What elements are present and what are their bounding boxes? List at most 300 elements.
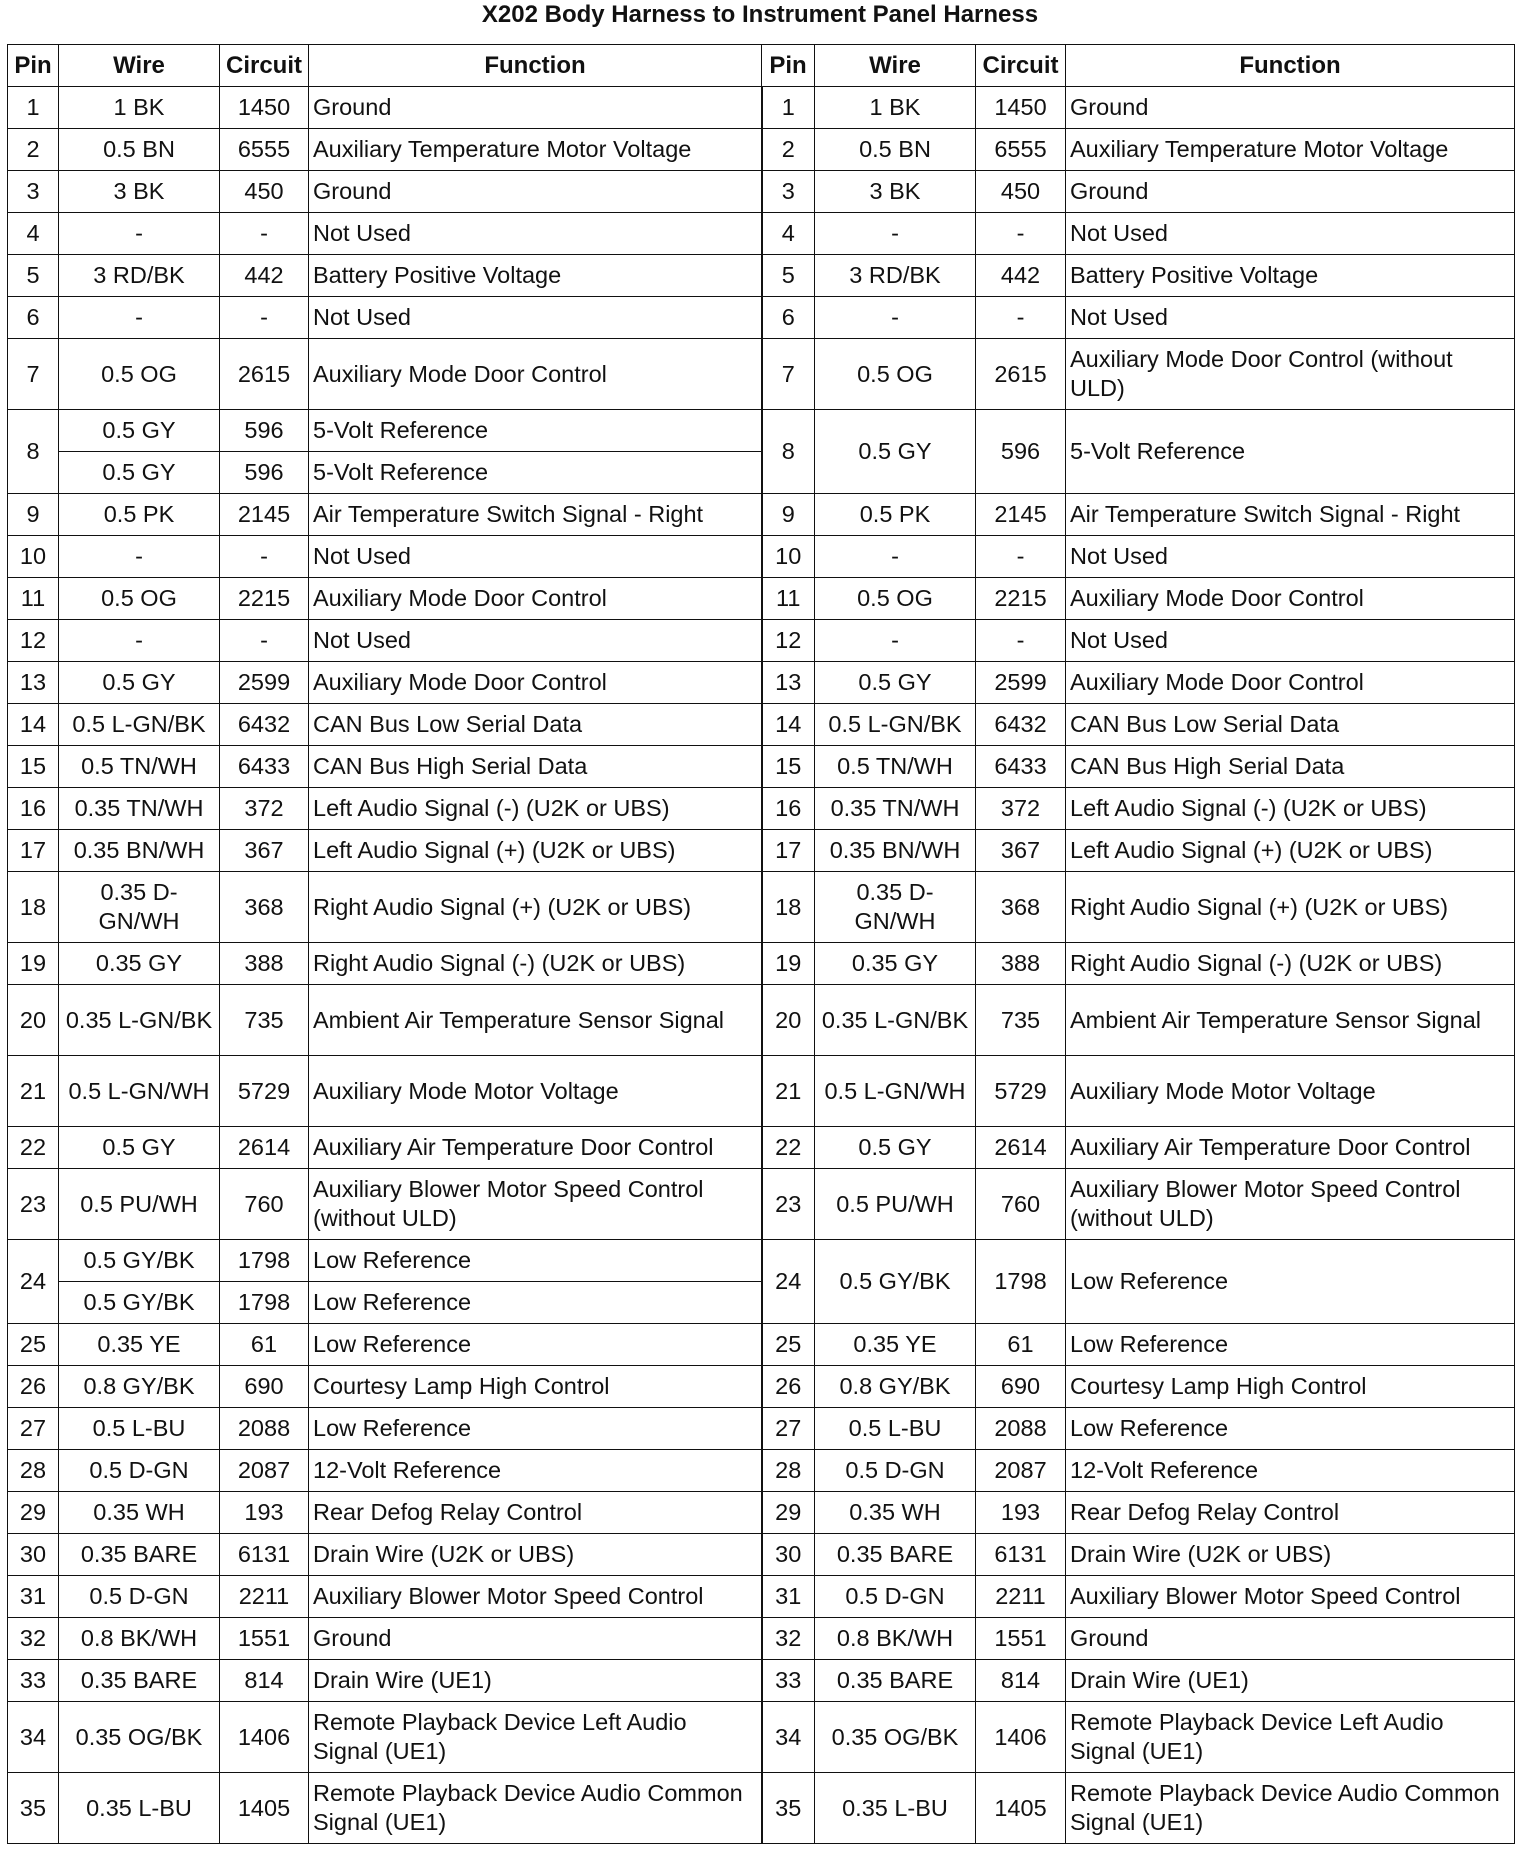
right-function-cell: Not Used [1066, 297, 1515, 339]
right-wire-cell: - [815, 620, 976, 662]
right-function-cell: Courtesy Lamp High Control [1066, 1366, 1515, 1408]
right-circuit-cell: 1406 [976, 1702, 1066, 1773]
table-row [8, 830, 1515, 872]
left-pin-cell: 34 [8, 1702, 59, 1773]
left-function-cell: 5-Volt Reference [309, 452, 762, 494]
right-function-cell: Low Reference [1066, 1240, 1515, 1324]
right-circuit-cell: 1405 [976, 1773, 1066, 1844]
left-pin-cell: 7 [8, 339, 59, 410]
right-pin-cell: 8 [762, 410, 815, 494]
left-function-cell: Auxiliary Air Temperature Door Control [309, 1127, 762, 1169]
left-function-cell: Courtesy Lamp High Control [309, 1366, 762, 1408]
left-wire-cell: 0.35 GY [59, 943, 220, 985]
left-circuit-cell: 2088 [220, 1408, 309, 1450]
header-circuit: Circuit [976, 45, 1066, 87]
left-wire-cell: 0.5 GY/BK [59, 1282, 220, 1324]
right-wire-cell: 0.5 BN [815, 129, 976, 171]
left-circuit-cell: 2215 [220, 578, 309, 620]
right-wire-cell: 0.5 PU/WH [815, 1169, 976, 1240]
left-function-cell: Left Audio Signal (-) (U2K or UBS) [309, 788, 762, 830]
left-pin-cell: 18 [8, 872, 59, 943]
right-pin-cell: 10 [762, 536, 815, 578]
table-row [8, 872, 1515, 943]
left-pin-cell: 32 [8, 1618, 59, 1660]
table-row [8, 1773, 1515, 1844]
right-pin-cell: 6 [762, 297, 815, 339]
left-wire-cell: 0.35 BARE [59, 1660, 220, 1702]
right-pin-cell: 14 [762, 704, 815, 746]
right-function-cell: CAN Bus Low Serial Data [1066, 704, 1515, 746]
right-wire-cell: 0.35 BN/WH [815, 830, 976, 872]
left-circuit-cell: - [220, 297, 309, 339]
left-function-cell: Ground [309, 1618, 762, 1660]
left-function-cell: Ambient Air Temperature Sensor Signal [309, 985, 762, 1056]
right-circuit-cell: 372 [976, 788, 1066, 830]
left-circuit-cell: 1405 [220, 1773, 309, 1844]
right-function-cell: Ground [1066, 87, 1515, 129]
left-wire-cell: 0.8 BK/WH [59, 1618, 220, 1660]
left-circuit-cell: 1406 [220, 1702, 309, 1773]
left-circuit-cell: 6432 [220, 704, 309, 746]
table-body [8, 87, 1515, 1844]
left-circuit-cell: 1450 [220, 87, 309, 129]
table-row [8, 297, 1515, 339]
header-row [8, 45, 1515, 87]
table-row [8, 129, 1515, 171]
right-circuit-cell: 61 [976, 1324, 1066, 1366]
right-function-cell: Left Audio Signal (-) (U2K or UBS) [1066, 788, 1515, 830]
table-row [8, 1576, 1515, 1618]
right-circuit-cell: 760 [976, 1169, 1066, 1240]
right-function-cell: Auxiliary Mode Door Control [1066, 662, 1515, 704]
right-wire-cell: 0.5 GY [815, 662, 976, 704]
left-wire-cell: 0.35 WH [59, 1492, 220, 1534]
right-function-cell: Drain Wire (UE1) [1066, 1660, 1515, 1702]
right-function-cell: 12-Volt Reference [1066, 1450, 1515, 1492]
table-row [8, 985, 1515, 1056]
right-pin-cell: 15 [762, 746, 815, 788]
left-function-cell: Rear Defog Relay Control [309, 1492, 762, 1534]
left-circuit-cell: 2145 [220, 494, 309, 536]
left-pin-cell: 25 [8, 1324, 59, 1366]
left-wire-cell: 0.35 D-GN/WH [59, 872, 220, 943]
right-wire-cell: 0.35 YE [815, 1324, 976, 1366]
left-wire-cell: 0.5 GY/BK [59, 1240, 220, 1282]
right-circuit-cell: 193 [976, 1492, 1066, 1534]
right-wire-cell: 0.5 L-GN/BK [815, 704, 976, 746]
left-pin-cell: 21 [8, 1056, 59, 1127]
left-wire-cell: 0.5 PK [59, 494, 220, 536]
left-wire-cell: 0.5 D-GN [59, 1450, 220, 1492]
left-wire-cell: 0.5 OG [59, 339, 220, 410]
right-wire-cell: 1 BK [815, 87, 976, 129]
right-pin-cell: 19 [762, 943, 815, 985]
table-row [8, 620, 1515, 662]
right-function-cell: Right Audio Signal (+) (U2K or UBS) [1066, 872, 1515, 943]
right-wire-cell: 0.35 TN/WH [815, 788, 976, 830]
right-wire-cell: 0.35 D-GN/WH [815, 872, 976, 943]
table-row [8, 1534, 1515, 1576]
left-pin-cell: 35 [8, 1773, 59, 1844]
right-pin-cell: 28 [762, 1450, 815, 1492]
left-function-cell: Low Reference [309, 1408, 762, 1450]
right-wire-cell: 0.5 L-GN/WH [815, 1056, 976, 1127]
left-wire-cell: 3 RD/BK [59, 255, 220, 297]
right-wire-cell: 0.5 D-GN [815, 1576, 976, 1618]
left-wire-cell: 0.35 YE [59, 1324, 220, 1366]
left-function-cell: Left Audio Signal (+) (U2K or UBS) [309, 830, 762, 872]
left-wire-cell: 0.8 GY/BK [59, 1366, 220, 1408]
left-function-cell: Low Reference [309, 1240, 762, 1282]
right-pin-cell: 4 [762, 213, 815, 255]
left-wire-cell: 0.35 OG/BK [59, 1702, 220, 1773]
left-pin-cell: 30 [8, 1534, 59, 1576]
right-pin-cell: 34 [762, 1702, 815, 1773]
left-circuit-cell: 2211 [220, 1576, 309, 1618]
right-pin-cell: 24 [762, 1240, 815, 1324]
left-circuit-cell: 2615 [220, 339, 309, 410]
left-wire-cell: 0.5 GY [59, 1127, 220, 1169]
right-circuit-cell: 2211 [976, 1576, 1066, 1618]
right-pin-cell: 16 [762, 788, 815, 830]
left-circuit-cell: 596 [220, 410, 309, 452]
left-circuit-cell: 193 [220, 1492, 309, 1534]
left-wire-cell: 0.5 GY [59, 662, 220, 704]
right-function-cell: Auxiliary Temperature Motor Voltage [1066, 129, 1515, 171]
right-pin-cell: 26 [762, 1366, 815, 1408]
left-circuit-cell: 61 [220, 1324, 309, 1366]
right-pin-cell: 2 [762, 129, 815, 171]
left-circuit-cell: 2599 [220, 662, 309, 704]
table-row [8, 213, 1515, 255]
right-pin-cell: 27 [762, 1408, 815, 1450]
right-circuit-cell: 6432 [976, 704, 1066, 746]
left-function-cell: Not Used [309, 213, 762, 255]
left-function-cell: CAN Bus Low Serial Data [309, 704, 762, 746]
left-wire-cell: 0.35 BARE [59, 1534, 220, 1576]
left-pin-cell: 19 [8, 943, 59, 985]
right-circuit-cell: 367 [976, 830, 1066, 872]
left-pin-cell: 24 [8, 1240, 59, 1324]
left-pin-cell: 15 [8, 746, 59, 788]
left-pin-cell: 22 [8, 1127, 59, 1169]
left-wire-cell: 0.35 TN/WH [59, 788, 220, 830]
right-wire-cell: - [815, 536, 976, 578]
left-function-cell: Auxiliary Blower Motor Speed Control (without ULD) [309, 1169, 762, 1240]
left-pin-cell: 3 [8, 171, 59, 213]
left-pin-cell: 5 [8, 255, 59, 297]
left-function-cell: Remote Playback Device Left Audio Signal (UE1) [309, 1702, 762, 1773]
right-pin-cell: 33 [762, 1660, 815, 1702]
left-wire-cell: 3 BK [59, 171, 220, 213]
right-circuit-cell: 690 [976, 1366, 1066, 1408]
left-function-cell: Right Audio Signal (+) (U2K or UBS) [309, 872, 762, 943]
right-function-cell: Ground [1066, 171, 1515, 213]
right-function-cell: Low Reference [1066, 1324, 1515, 1366]
right-function-cell: 5-Volt Reference [1066, 410, 1515, 494]
left-circuit-cell: 690 [220, 1366, 309, 1408]
left-pin-cell: 16 [8, 788, 59, 830]
left-pin-cell: 13 [8, 662, 59, 704]
left-circuit-cell: 596 [220, 452, 309, 494]
left-wire-cell: 0.5 PU/WH [59, 1169, 220, 1240]
table-row [8, 578, 1515, 620]
left-circuit-cell: 442 [220, 255, 309, 297]
left-wire-cell: 0.5 L-GN/WH [59, 1056, 220, 1127]
right-circuit-cell: 2087 [976, 1450, 1066, 1492]
right-circuit-cell: - [976, 213, 1066, 255]
left-wire-cell: 0.35 L-BU [59, 1773, 220, 1844]
left-pin-cell: 29 [8, 1492, 59, 1534]
right-function-cell: CAN Bus High Serial Data [1066, 746, 1515, 788]
table-row [8, 1169, 1515, 1240]
right-function-cell: Ambient Air Temperature Sensor Signal [1066, 985, 1515, 1056]
left-circuit-cell: 1798 [220, 1282, 309, 1324]
table-row [8, 410, 1515, 452]
right-circuit-cell: 368 [976, 872, 1066, 943]
left-wire-cell: 0.5 L-GN/BK [59, 704, 220, 746]
right-wire-cell: 0.5 OG [815, 578, 976, 620]
right-circuit-cell: 2145 [976, 494, 1066, 536]
right-pin-cell: 35 [762, 1773, 815, 1844]
right-circuit-cell: 2615 [976, 339, 1066, 410]
left-pin-cell: 20 [8, 985, 59, 1056]
right-pin-cell: 3 [762, 171, 815, 213]
left-pin-cell: 28 [8, 1450, 59, 1492]
left-circuit-cell: 760 [220, 1169, 309, 1240]
right-circuit-cell: 442 [976, 255, 1066, 297]
right-wire-cell: - [815, 213, 976, 255]
right-circuit-cell: 6555 [976, 129, 1066, 171]
right-function-cell: Not Used [1066, 620, 1515, 662]
right-pin-cell: 30 [762, 1534, 815, 1576]
right-circuit-cell: 5729 [976, 1056, 1066, 1127]
header-wire: Wire [815, 45, 976, 87]
left-function-cell: Air Temperature Switch Signal - Right [309, 494, 762, 536]
right-circuit-cell: 2088 [976, 1408, 1066, 1450]
left-pin-cell: 17 [8, 830, 59, 872]
right-function-cell: Remote Playback Device Audio Common Signal (UE1) [1066, 1773, 1515, 1844]
right-function-cell: Air Temperature Switch Signal - Right [1066, 494, 1515, 536]
left-wire-cell: 0.5 BN [59, 129, 220, 171]
right-pin-cell: 31 [762, 1576, 815, 1618]
right-pin-cell: 12 [762, 620, 815, 662]
right-function-cell: Auxiliary Mode Door Control [1066, 578, 1515, 620]
right-wire-cell: 0.8 GY/BK [815, 1366, 976, 1408]
left-pin-cell: 31 [8, 1576, 59, 1618]
header-function: Function [309, 45, 762, 87]
left-function-cell: Low Reference [309, 1282, 762, 1324]
right-function-cell: Not Used [1066, 536, 1515, 578]
left-circuit-cell: 2087 [220, 1450, 309, 1492]
left-circuit-cell: 388 [220, 943, 309, 985]
right-wire-cell: 0.35 BARE [815, 1534, 976, 1576]
table-row [8, 704, 1515, 746]
left-circuit-cell: 1551 [220, 1618, 309, 1660]
left-circuit-cell: 6433 [220, 746, 309, 788]
left-function-cell: CAN Bus High Serial Data [309, 746, 762, 788]
right-function-cell: Drain Wire (U2K or UBS) [1066, 1534, 1515, 1576]
right-pin-cell: 21 [762, 1056, 815, 1127]
right-wire-cell: 0.8 BK/WH [815, 1618, 976, 1660]
table-row [8, 788, 1515, 830]
right-function-cell: Right Audio Signal (-) (U2K or UBS) [1066, 943, 1515, 985]
right-circuit-cell: 1798 [976, 1240, 1066, 1324]
left-function-cell: Remote Playback Device Audio Common Signal (UE1) [309, 1773, 762, 1844]
left-function-cell: Low Reference [309, 1324, 762, 1366]
right-pin-cell: 7 [762, 339, 815, 410]
table-row [8, 536, 1515, 578]
left-function-cell: Auxiliary Mode Door Control [309, 339, 762, 410]
right-pin-cell: 25 [762, 1324, 815, 1366]
left-pin-cell: 11 [8, 578, 59, 620]
left-wire-cell: 0.5 L-BU [59, 1408, 220, 1450]
left-wire-cell: - [59, 297, 220, 339]
right-function-cell: Battery Positive Voltage [1066, 255, 1515, 297]
right-circuit-cell: 735 [976, 985, 1066, 1056]
right-wire-cell: 0.5 OG [815, 339, 976, 410]
left-wire-cell: 0.35 BN/WH [59, 830, 220, 872]
left-function-cell: Drain Wire (U2K or UBS) [309, 1534, 762, 1576]
left-circuit-cell: 1798 [220, 1240, 309, 1282]
left-circuit-cell: 367 [220, 830, 309, 872]
table-row [8, 171, 1515, 213]
left-function-cell: Auxiliary Mode Motor Voltage [309, 1056, 762, 1127]
left-function-cell: Right Audio Signal (-) (U2K or UBS) [309, 943, 762, 985]
table-row [8, 1492, 1515, 1534]
left-pin-cell: 6 [8, 297, 59, 339]
right-pin-cell: 17 [762, 830, 815, 872]
left-function-cell: Auxiliary Temperature Motor Voltage [309, 129, 762, 171]
table-row [8, 1408, 1515, 1450]
left-circuit-cell: 735 [220, 985, 309, 1056]
left-wire-cell: 0.5 D-GN [59, 1576, 220, 1618]
right-function-cell: Auxiliary Air Temperature Door Control [1066, 1127, 1515, 1169]
left-pin-cell: 4 [8, 213, 59, 255]
table-row [8, 1366, 1515, 1408]
right-function-cell: Auxiliary Blower Motor Speed Control [1066, 1576, 1515, 1618]
table-row [8, 339, 1515, 410]
right-circuit-cell: - [976, 536, 1066, 578]
right-circuit-cell: 2215 [976, 578, 1066, 620]
right-circuit-cell: 6433 [976, 746, 1066, 788]
table-row [8, 1450, 1515, 1492]
left-circuit-cell: 368 [220, 872, 309, 943]
left-pin-cell: 1 [8, 87, 59, 129]
right-wire-cell: 0.35 WH [815, 1492, 976, 1534]
right-circuit-cell: 6131 [976, 1534, 1066, 1576]
header-pin: Pin [762, 45, 815, 87]
right-wire-cell: 0.5 TN/WH [815, 746, 976, 788]
table-row [8, 1660, 1515, 1702]
right-pin-cell: 23 [762, 1169, 815, 1240]
left-circuit-cell: 372 [220, 788, 309, 830]
right-wire-cell: 0.35 GY [815, 943, 976, 985]
right-circuit-cell: - [976, 620, 1066, 662]
header-wire: Wire [59, 45, 220, 87]
pinout-table [7, 44, 1515, 1844]
right-pin-cell: 5 [762, 255, 815, 297]
right-pin-cell: 9 [762, 494, 815, 536]
left-function-cell: Auxiliary Blower Motor Speed Control [309, 1576, 762, 1618]
left-wire-cell: 0.5 TN/WH [59, 746, 220, 788]
left-pin-cell: 2 [8, 129, 59, 171]
page-title: X202 Body Harness to Instrument Panel Harness [481, 1, 1039, 28]
left-pin-cell: 14 [8, 704, 59, 746]
table-row [8, 943, 1515, 985]
right-circuit-cell: 2614 [976, 1127, 1066, 1169]
right-circuit-cell: - [976, 297, 1066, 339]
table-row [8, 662, 1515, 704]
right-function-cell: Auxiliary Blower Motor Speed Control (without ULD) [1066, 1169, 1515, 1240]
left-function-cell: Ground [309, 171, 762, 213]
left-pin-cell: 26 [8, 1366, 59, 1408]
right-wire-cell: 0.5 GY [815, 410, 976, 494]
header-function: Function [1066, 45, 1515, 87]
right-function-cell: Auxiliary Mode Motor Voltage [1066, 1056, 1515, 1127]
right-function-cell: Ground [1066, 1618, 1515, 1660]
right-pin-cell: 1 [762, 87, 815, 129]
left-wire-cell: 0.35 L-GN/BK [59, 985, 220, 1056]
right-wire-cell: 0.5 PK [815, 494, 976, 536]
left-circuit-cell: 814 [220, 1660, 309, 1702]
right-wire-cell: 3 BK [815, 171, 976, 213]
left-wire-cell: 1 BK [59, 87, 220, 129]
right-function-cell: Auxiliary Mode Door Control (without ULD) [1066, 339, 1515, 410]
left-wire-cell: 0.5 GY [59, 410, 220, 452]
table-row [8, 87, 1515, 129]
right-circuit-cell: 1450 [976, 87, 1066, 129]
right-function-cell: Low Reference [1066, 1408, 1515, 1450]
right-wire-cell: 0.5 D-GN [815, 1450, 976, 1492]
left-function-cell: Not Used [309, 620, 762, 662]
left-function-cell: 12-Volt Reference [309, 1450, 762, 1492]
left-circuit-cell: - [220, 536, 309, 578]
table-row [8, 255, 1515, 297]
right-circuit-cell: 814 [976, 1660, 1066, 1702]
right-wire-cell: 0.5 GY [815, 1127, 976, 1169]
table-row [8, 746, 1515, 788]
right-pin-cell: 13 [762, 662, 815, 704]
left-circuit-cell: 450 [220, 171, 309, 213]
right-pin-cell: 20 [762, 985, 815, 1056]
left-function-cell: Not Used [309, 536, 762, 578]
right-function-cell: Not Used [1066, 213, 1515, 255]
right-pin-cell: 11 [762, 578, 815, 620]
right-wire-cell: 3 RD/BK [815, 255, 976, 297]
left-circuit-cell: - [220, 620, 309, 662]
table-row [8, 1240, 1515, 1282]
right-pin-cell: 22 [762, 1127, 815, 1169]
left-pin-cell: 33 [8, 1660, 59, 1702]
right-function-cell: Remote Playback Device Left Audio Signal (UE1) [1066, 1702, 1515, 1773]
right-wire-cell: 0.35 OG/BK [815, 1702, 976, 1773]
right-wire-cell: 0.5 GY/BK [815, 1240, 976, 1324]
right-circuit-cell: 1551 [976, 1618, 1066, 1660]
header-pin: Pin [8, 45, 59, 87]
table-row [8, 1127, 1515, 1169]
left-function-cell: Battery Positive Voltage [309, 255, 762, 297]
right-pin-cell: 32 [762, 1618, 815, 1660]
left-function-cell: Auxiliary Mode Door Control [309, 662, 762, 704]
left-wire-cell: 0.5 OG [59, 578, 220, 620]
right-pin-cell: 18 [762, 872, 815, 943]
right-circuit-cell: 388 [976, 943, 1066, 985]
table-row [8, 1618, 1515, 1660]
left-function-cell: Auxiliary Mode Door Control [309, 578, 762, 620]
left-pin-cell: 10 [8, 536, 59, 578]
left-function-cell: 5-Volt Reference [309, 410, 762, 452]
